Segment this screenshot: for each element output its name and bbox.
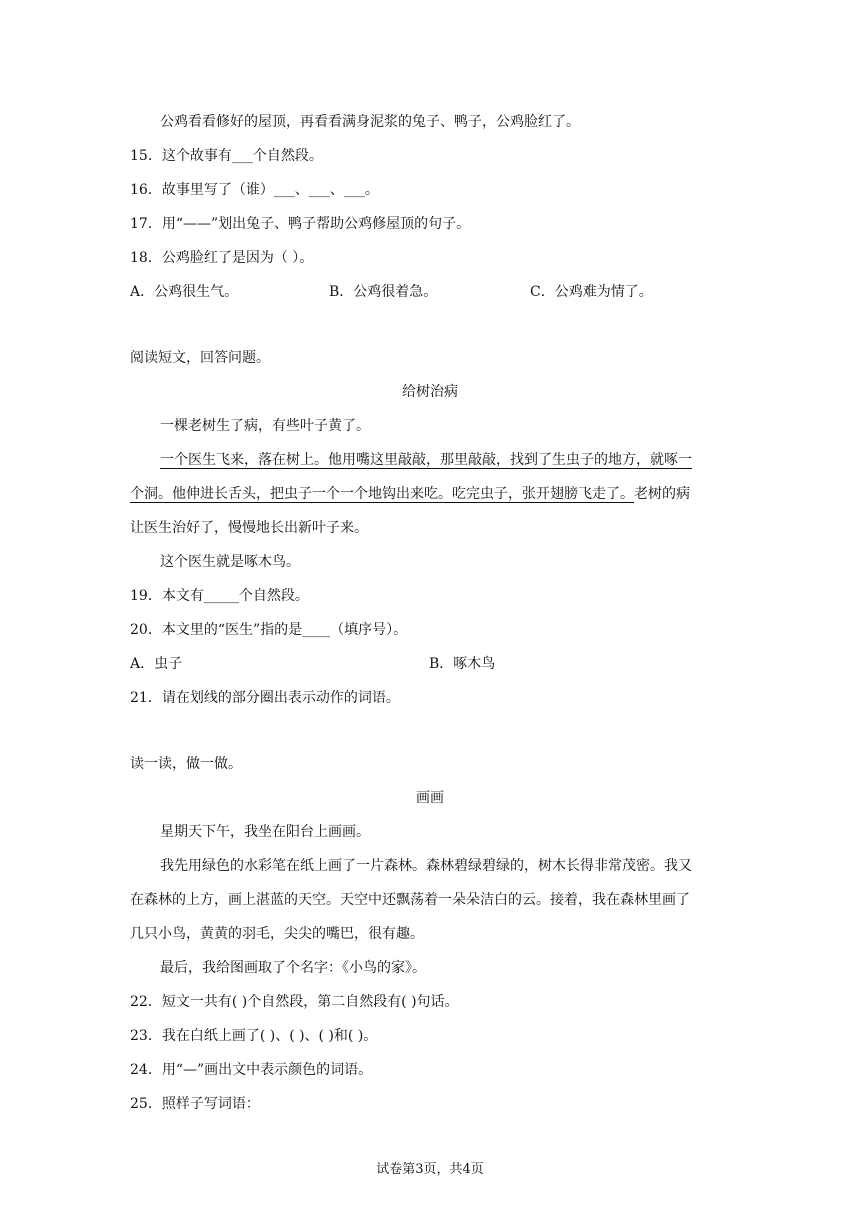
section2-para2-line1: 一个医生飞来，落在树上。他用嘴这里敲敲，那里敲敲，找到了生虫子的地方，就啄一 — [160, 452, 692, 468]
section2-para2-line3: 让医生治好了，慢慢地长出新叶子来。 — [130, 520, 368, 536]
section3-para2-line2: 在森林的上方，画上湛蓝的天空。天空中还飘荡着一朵朵洁白的云。接着，我在森林里画了 — [130, 892, 690, 908]
question-17: 17．用“——”划出兔子、鸭子帮助公鸡修屋顶的句子。 — [130, 216, 471, 232]
passage1-last-line: 公鸡看看修好的屋顶，再看看满身泥浆的兔子、鸭子，公鸡脸红了。 — [160, 114, 580, 130]
section2-para3: 这个医生就是啄木鸟。 — [160, 554, 300, 570]
section2-title: 给树治病 — [402, 384, 458, 400]
question-18: 18．公鸡脸红了是因为（ ）。 — [130, 250, 314, 266]
question-16: 16．故事里写了（谁）___、___、___。 — [130, 182, 379, 198]
q20-option-b: B．啄木鸟 — [429, 656, 496, 672]
section3-para3: 最后，我给图画取了个名字：《小鸟的家》。 — [160, 960, 426, 976]
section2-instruction: 阅读短文，回答问题。 — [130, 350, 270, 366]
question-25: 25．照样子写词语： — [130, 1096, 260, 1112]
q18-option-a: A．公鸡很生气。 — [130, 284, 239, 300]
section3-title: 画画 — [416, 790, 444, 806]
question-19: 19．本文有_____个自然段。 — [130, 588, 309, 604]
q18-option-b: B．公鸡很着急。 — [329, 284, 438, 300]
section3-para2-line1: 我先用绿色的水彩笔在纸上画了一片森林。森林碧绿碧绿的，树木长得非常茂密。我又 — [160, 858, 692, 874]
question-21: 21．请在划线的部分圈出表示动作的词语。 — [130, 690, 400, 706]
underlined-sentence: 个洞。他伸进长舌头，把虫子一个一个地钩出来吃。吃完虫子，张开翅膀飞走了。 — [130, 486, 634, 502]
section3-para1: 星期天下午，我坐在阳台上画画。 — [160, 824, 370, 840]
question-20: 20．本文里的“医生”指的是____（填序号）。 — [130, 622, 408, 638]
question-22: 22．短文一共有( )个自然段，第二自然段有( )句话。 — [130, 994, 459, 1010]
section2-para1: 一棵老树生了病，有些叶子黄了。 — [160, 418, 370, 434]
question-24: 24．用“—”画出文中表示颜色的词语。 — [130, 1062, 373, 1078]
page-footer: 试卷第3页，共4页 — [376, 1162, 484, 1177]
section3-para2-line3: 几只小鸟，黄黄的羽毛，尖尖的嘴巴，很有趣。 — [130, 926, 424, 942]
section3-instruction: 读一读，做一做。 — [130, 756, 242, 772]
section2-para2-line2 — [130, 484, 730, 504]
q20-option-a: A．虫子 — [130, 656, 183, 672]
question-23: 23．我在白纸上画了( )、( )、( )和( )。 — [130, 1028, 378, 1044]
para2-line2-rest: 老树的病 — [634, 486, 690, 502]
q18-option-c: C．公鸡难为情了。 — [530, 284, 653, 300]
question-15: 15．这个故事有___个自然段。 — [130, 148, 323, 164]
